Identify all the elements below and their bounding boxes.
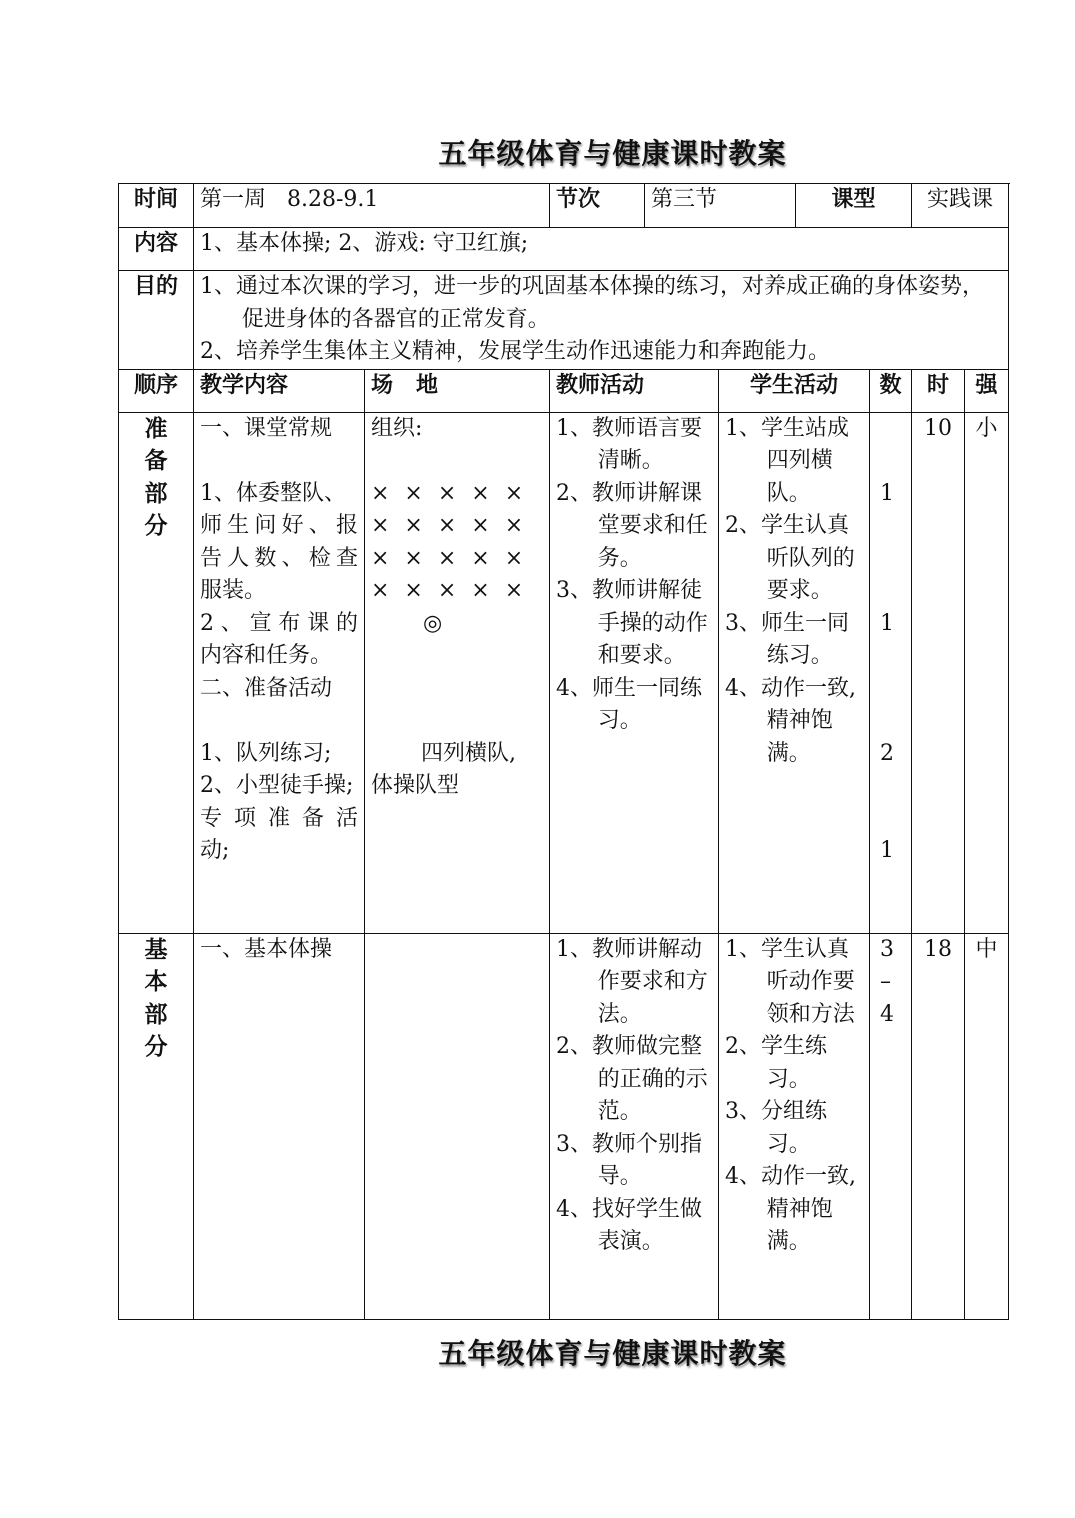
student-item: 1、学生站成四列横队。 [725,415,849,506]
period-value: 第三节 [645,184,796,228]
goal-label: 目的 [119,271,194,370]
formation-row: × × × × × [371,578,528,603]
type-value: 实践课 [912,184,1009,228]
teacher-item: 1、教师语言要清晰。 [556,415,702,473]
col-count: 数 [870,369,912,412]
prep-row [119,412,1009,933]
student-item: 1、学生认真听动作要领和方法 [725,936,855,1027]
basic-counts: 3 – 4 [870,933,912,1319]
teacher-item: 2、教师做完整的正确的示范。 [556,1034,708,1124]
column-header-row [119,369,1009,412]
formation-row: × × × × × [371,545,528,571]
goal-row [119,271,1009,370]
basic-time: 18 [912,933,965,1319]
teacher-item: 1、教师讲解动作要求和方法。 [556,936,708,1027]
basic-teaching: 一、基本体操 [194,933,365,1319]
time-value: 第一周 8.28-9.1 [194,184,550,228]
student-item: 3、分组练习。 [725,1099,827,1157]
goal-item: 1、通过本次课的学习，进一步的巩固基本体操的练习，对养成正确的身体姿势，促进身体的各器官的正常发育。 [200,274,984,332]
col-student: 学生活动 [719,369,870,412]
student-item: 4、动作一致,精神饱满。 [725,675,856,766]
basic-section: 基本部分 [119,933,194,1319]
col-venue: 场 地 [365,369,550,412]
basic-teacher [550,933,719,1319]
student-item: 2、学生认真听队列的要求。 [725,513,855,603]
formation-row: × × × × × [371,513,528,538]
col-intensity: 强 [965,369,1009,412]
prep-teacher [550,412,719,933]
basic-student [719,933,870,1319]
prep-counts: 1 1 2 1 [870,412,912,933]
type-label: 课型 [796,184,912,228]
basic-intensity: 中 [965,933,1009,1319]
teacher-item: 3、教师讲解徒手操的动作和要求。 [556,578,708,668]
content-label: 内容 [119,228,194,271]
formation-row: × × × × × [371,480,528,506]
col-teacher: 教师活动 [550,369,719,412]
prep-section: 准备部分 [119,412,194,933]
student-item: 2、学生练习。 [725,1034,827,1092]
student-item: 3、师生一同练习。 [725,610,849,668]
content-value: 1、基本体操; 2、游戏: 守卫红旗; [194,228,1009,271]
teacher-item: 2、教师讲解课堂要求和任务。 [556,480,708,571]
lesson-plan-table [118,183,1009,1320]
page-title: 五年级体育与健康课时教案 [438,137,787,170]
teacher-item: 4、找好学生做表演。 [556,1196,702,1254]
page-title-repeat: 五年级体育与健康课时教案 [438,1337,787,1370]
header-row [119,184,1009,228]
student-item: 4、动作一致,精神饱满。 [725,1164,856,1254]
prep-time: 10 [912,412,965,933]
basic-venue [365,933,550,1319]
col-teaching: 教学内容 [194,369,365,412]
prep-teaching: 一、课堂常规 1、体委整队、 师生问好、报 告人数、检查 服装。 2、宣布课的 内容和任务。 二、准备活动 1、队列练习; 2、小型徒手操; 专项准备活 动; [194,412,365,933]
goal-value [194,271,1009,370]
content-row [119,228,1009,271]
goal-item: 2、培养学生集体主义精神，发展学生动作迅速能力和奔跑能力。 [200,339,830,364]
teacher-item: 3、教师个别指导。 [556,1131,702,1189]
prep-intensity: 小 [965,412,1009,933]
prep-venue: 组织: × × × × × × × × × × × × × × × × × × × × ◎ 四列横队, 体操队型 [365,412,550,933]
col-order: 顺序 [119,369,194,412]
teacher-position-icon: ◎ [423,610,443,636]
teacher-item: 4、师生一同练习。 [556,675,702,733]
period-label: 节次 [550,184,645,228]
col-time: 时 [912,369,965,412]
basic-row [119,933,1009,1319]
prep-student [719,412,870,933]
time-label: 时间 [119,184,194,228]
